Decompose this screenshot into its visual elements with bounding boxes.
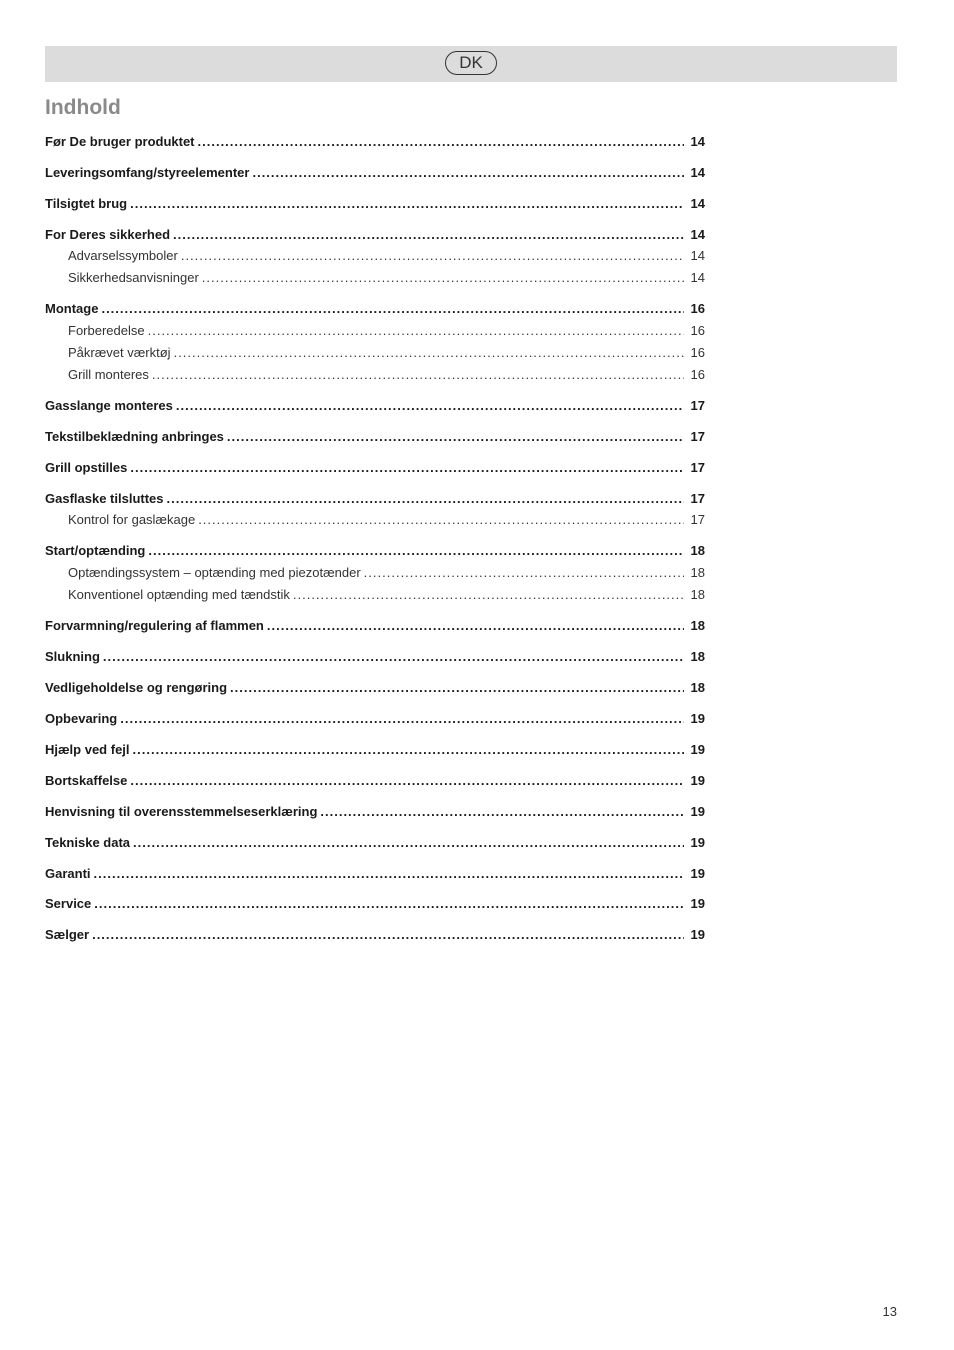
toc-entry-label: Montage [45,301,99,316]
toc-leader-dots [94,894,684,914]
toc-leader-dots [167,489,685,509]
toc-leader-dots [120,709,684,729]
toc-entry-label: Service [45,896,92,911]
toc-entry [45,616,705,636]
toc-entry-page: 19 [690,866,705,881]
toc-entry-label: Bortskaffelse [45,773,128,788]
toc-leader-dots [130,771,684,791]
toc-entry-page: 14 [690,227,705,242]
toc-entry [45,925,705,945]
toc-entry [45,299,705,319]
toc-entry-label: Tekstilbeklædning anbringes [45,429,224,444]
toc-entry-page: 18 [690,565,705,580]
toc-entry-page: 17 [690,512,705,527]
toc-subentry [45,510,705,530]
toc-leader-dots [176,396,684,416]
toc-leader-dots [92,925,684,945]
toc-entry-label: Opbevaring [45,711,118,726]
toc-entry-page: 14 [690,270,705,285]
toc-entry-page: 18 [690,587,705,602]
language-badge: DK [445,51,497,75]
toc-entry-label: Optændingssystem – optænding med piezotænder [68,565,361,580]
toc-entry-page: 17 [690,491,705,506]
toc-entry-page: 16 [690,367,705,382]
toc-entry-label: Hjælp ved fejl [45,742,130,757]
toc-entry-label: Forvarmning/regulering af flammen [45,618,264,633]
toc-entry [45,132,705,152]
toc-leader-dots [133,833,684,853]
toc-leader-dots [103,647,684,667]
toc-leader-dots [320,802,684,822]
toc-entry-label: Slukning [45,649,100,664]
toc-leader-dots [202,268,684,288]
toc-entry-label: Start/optænding [45,543,146,558]
toc-entry-label: For Deres sikkerhed [45,227,171,242]
toc-entry-page: 19 [690,742,705,757]
toc-entry-page: 14 [690,165,705,180]
toc-entry-label: Henvisning til overensstemmelseserklæring [45,804,318,819]
toc-leader-dots [198,132,684,152]
toc-entry-page: 19 [690,927,705,942]
toc-leader-dots [152,365,684,385]
toc-entry-label: Gasslange monteres [45,398,173,413]
toc-leader-dots [198,510,684,530]
toc-entry [45,709,705,729]
toc-leader-dots [293,585,684,605]
toc-entry-label: Vedligeholdelse og rengøring [45,680,228,695]
toc-entry [45,894,705,914]
toc-subentry [45,321,705,341]
toc-entry [45,541,705,561]
toc-entry-label: Konventionel optænding med tændstik [68,587,290,602]
toc-entry-page: 16 [690,323,705,338]
toc-leader-dots [174,343,684,363]
toc-leader-dots [94,864,684,884]
toc-entry [45,163,705,183]
toc-leader-dots [148,541,684,561]
toc-entry-page: 14 [690,196,705,211]
toc-leader-dots [227,427,684,447]
toc-entry [45,647,705,667]
toc-entry-page: 18 [690,543,705,558]
toc-entry [45,225,705,245]
toc-entry-page: 17 [690,429,705,444]
toc-leader-dots [130,194,684,214]
toc-leader-dots [364,563,684,583]
toc-leader-dots [181,246,684,266]
toc-entry [45,833,705,853]
toc-subentry [45,246,705,266]
toc-entry-label: Advarselssymboler [68,248,178,263]
toc-subentry [45,585,705,605]
toc-entry-label: Påkrævet værktøj [68,345,171,360]
toc-entry [45,771,705,791]
toc-entry-page: 14 [690,248,705,263]
toc-subentry [45,365,705,385]
toc-leader-dots [101,299,684,319]
toc-entry-page: 17 [690,460,705,475]
toc-entry-page: 19 [690,896,705,911]
toc-entry-label: Leveringsomfang/styreelementer [45,165,250,180]
toc-entry-page: 18 [690,618,705,633]
toc-entry-page: 19 [690,711,705,726]
toc-leader-dots [133,740,684,760]
toc-entry-page: 17 [690,398,705,413]
toc-entry-label: Garanti [45,866,91,881]
toc-entry-page: 18 [690,649,705,664]
toc-entry [45,489,705,509]
toc-entry-label: Før De bruger produktet [45,134,195,149]
toc-leader-dots [130,458,684,478]
toc-entry [45,740,705,760]
toc-entry [45,864,705,884]
toc-subentry [45,343,705,363]
toc-leader-dots [252,163,684,183]
toc-entry-label: Tilsigtet brug [45,196,128,211]
toc-entry [45,396,705,416]
toc-entry-page: 19 [690,773,705,788]
toc-entry-label: Tekniske data [45,835,131,850]
toc-leader-dots [173,225,684,245]
toc-leader-dots [267,616,684,636]
toc-entry-label: Grill monteres [68,367,149,382]
toc-entry-page: 16 [690,301,705,316]
toc-entry [45,458,705,478]
toc-entry [45,802,705,822]
toc-entry-page: 19 [690,835,705,850]
toc-entry-page: 16 [690,345,705,360]
toc-leader-dots [148,321,684,341]
toc-entry-page: 14 [690,134,705,149]
toc-entry-page: 18 [690,680,705,695]
toc-entry-label: Sikkerhedsanvisninger [68,270,199,285]
toc-leader-dots [230,678,684,698]
toc-subentry [45,268,705,288]
toc-entry-label: Sælger [45,927,90,942]
toc-entry-label: Forberedelse [68,323,145,338]
toc-entry-label: Kontrol for gaslækage [68,512,196,527]
toc-entry-page: 19 [690,804,705,819]
page-title: Indhold [45,96,121,119]
toc-subentry [45,563,705,583]
toc-entry [45,194,705,214]
toc-entry-label: Gasflaske tilsluttes [45,491,164,506]
toc-entry-label: Grill opstilles [45,460,128,475]
toc-entry [45,427,705,447]
page-number: 13 [882,1304,897,1319]
toc-entry [45,678,705,698]
